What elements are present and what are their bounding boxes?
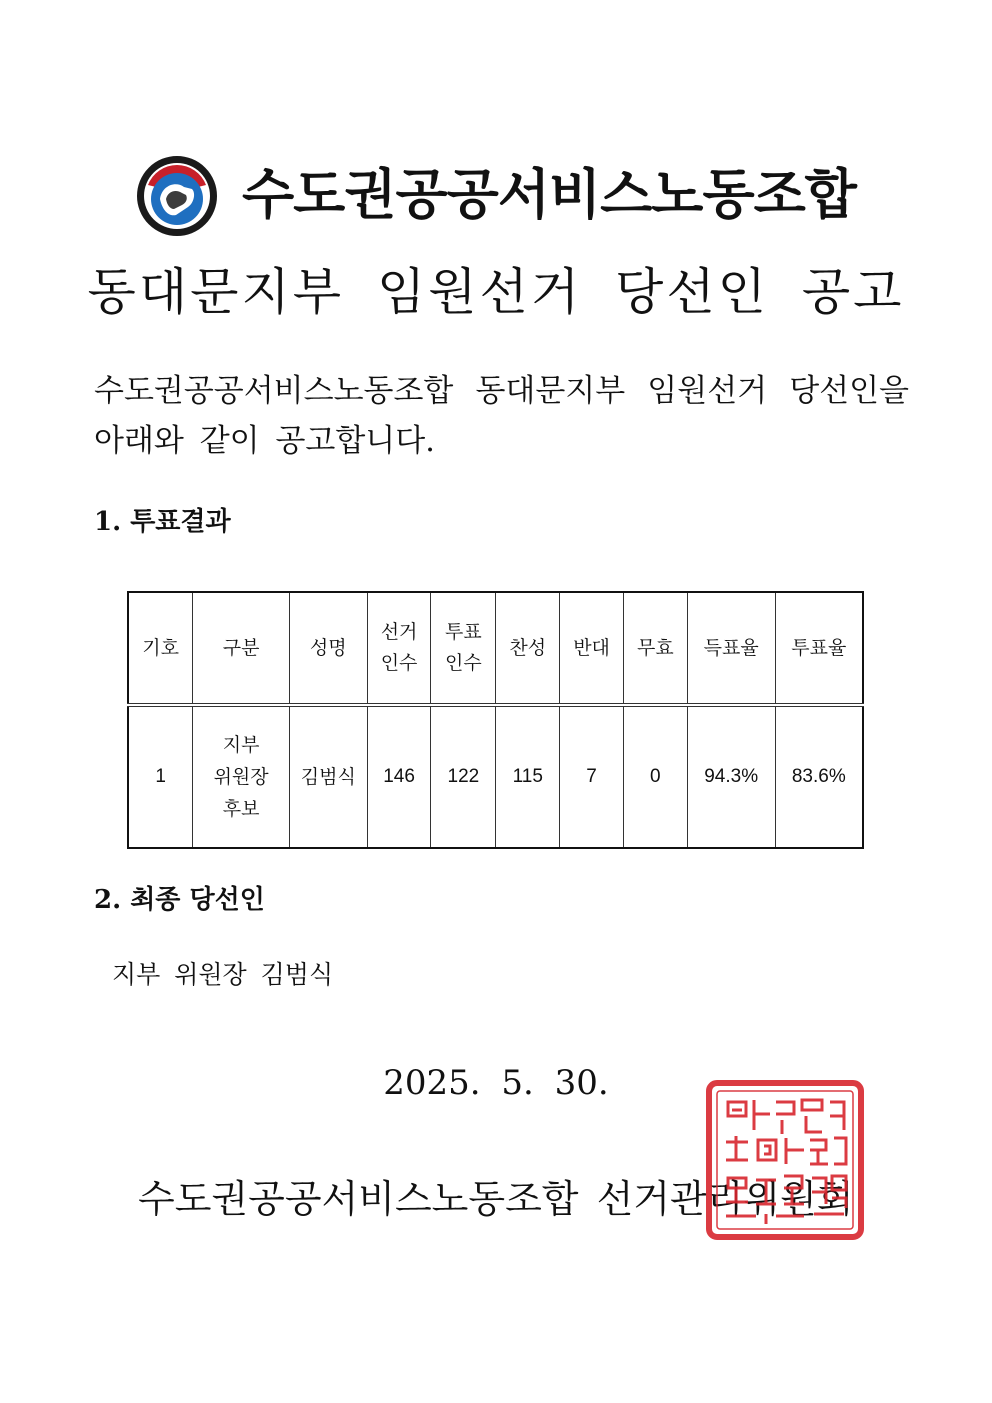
section-heading-vote-result: 1. 투표결과 xyxy=(94,507,231,537)
page-title: 동대문지부 임원선거 당선인 공고 xyxy=(87,263,905,321)
header-category: 구분 xyxy=(193,592,290,705)
header-no: 기호 xyxy=(128,592,193,705)
official-seal-icon xyxy=(706,1080,864,1240)
cell-turnout: 83.6% xyxy=(775,705,863,848)
header-voters-line1: 투표 xyxy=(445,621,482,643)
cell-for: 115 xyxy=(496,705,560,848)
vote-result-table xyxy=(127,591,864,849)
header-electors-line1: 선거 xyxy=(380,621,418,643)
header-against: 반대 xyxy=(560,592,624,705)
cell-voters: 122 xyxy=(431,705,496,848)
union-logo-text: 수도권공공서비스노동조합 xyxy=(242,163,856,226)
winner-text: 지부 위원장 김범식 xyxy=(112,960,334,989)
cell-category-line2: 위원장 xyxy=(213,766,269,788)
table-row xyxy=(128,705,863,848)
intro-paragraph: 수도권공공서비스노동조합 동대문지부 임원선거 당선인을 아래와 같이 공고합니다. xyxy=(94,373,909,459)
cell-invalid: 0 xyxy=(623,705,687,848)
cell-category xyxy=(193,705,290,848)
section-heading-final-winner: 2. 최종 당선인 xyxy=(94,885,265,915)
header-voters xyxy=(431,592,496,705)
table-header-row xyxy=(128,592,863,705)
cell-category-line1: 지부 xyxy=(222,734,260,756)
union-logo xyxy=(136,155,856,235)
cell-category-line3: 후보 xyxy=(222,798,260,820)
header-name: 성명 xyxy=(289,592,367,705)
cell-vote-share: 94.3% xyxy=(687,705,775,848)
header-invalid: 무효 xyxy=(623,592,687,705)
cell-electors: 146 xyxy=(367,705,431,848)
header-for: 찬성 xyxy=(496,592,560,705)
cell-no: 1 xyxy=(128,705,193,848)
header-electors-line2: 인수 xyxy=(380,652,418,674)
header-turnout: 투표율 xyxy=(775,592,863,705)
header-electors xyxy=(367,592,431,705)
cell-against: 7 xyxy=(560,705,624,848)
announcement-date: 2025. 5. 30. xyxy=(383,1063,609,1103)
cell-name: 김범식 xyxy=(289,705,367,848)
header-voters-line2: 인수 xyxy=(445,652,482,674)
header-vote-share: 득표율 xyxy=(687,592,775,705)
signer-name: 수도권공공서비스노동조합 선거관리위원회 xyxy=(138,1177,854,1221)
union-emblem-icon xyxy=(136,155,218,237)
